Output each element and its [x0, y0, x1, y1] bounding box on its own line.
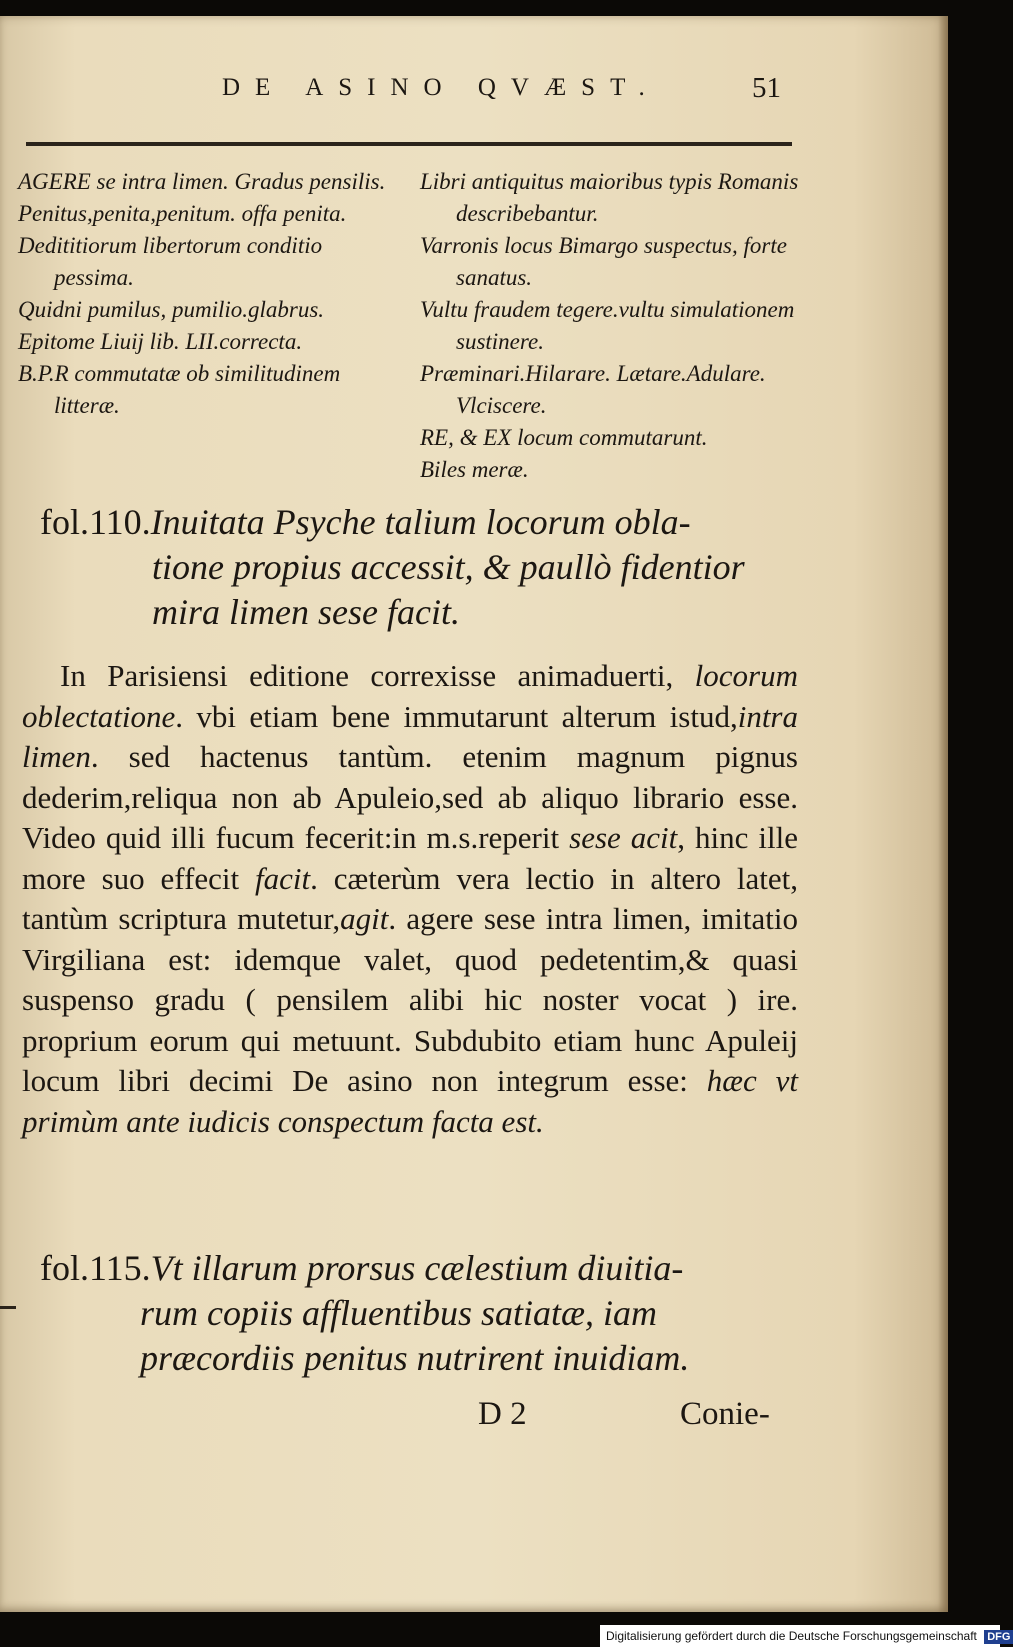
index-entry: Epitome Liuij lib. LII.correcta.: [18, 329, 303, 354]
index-entry: Vultu fraudem tegere.vultu simulationem sustinere.: [420, 297, 795, 354]
commentary-paragraph: [22, 656, 798, 1142]
index-entry: Quidni pumilus, pumilio.glabrus.: [18, 297, 325, 322]
folio-quote-first: Vt illarum prorsus cælestium diuitia-: [150, 1248, 684, 1288]
body-text-run: . cæterùm vera lectio in altero latet, tantùm scriptura mutetur,: [22, 860, 799, 936]
page-edge-shadow: [938, 16, 948, 1612]
margin-mark: [0, 1306, 16, 1309]
body-text-run: . sed hactenus tantùm. etenim magnum pignus dederim,reliqua non ab Apuleio,sed ab aliquo librario esse. Video quid illi fucum fecerit:in m.s.reperit: [22, 739, 798, 855]
folio-quote-rest: rum copiis affluentibus satiatæ, iam præcordiis penitus nutrirent inuidiam.: [140, 1293, 690, 1378]
index-entry: RE, & EX locum commutarunt.: [420, 425, 708, 450]
body-italic-run: intra limen: [22, 698, 798, 774]
head-rule: [26, 142, 792, 146]
body-text-run: . vbi etiam bene immutarunt alterum istud,: [175, 698, 738, 734]
body-text-run: . agere sese intra limen, imitatio Virgiliana est: idemque valet, quod pedetentim,& quasi suspenso gradu ( pensilem alibi hic noster vocat ) ire. proprium eorum qui metuunt. Subdubito etiam hunc Apuleij locum libri decimi De asino non integrum esse:: [22, 901, 798, 1098]
book-page: [0, 16, 948, 1612]
credit-text: Digitalisierung gefördert durch die Deutsche Forschungsgemeinschaft: [606, 1629, 977, 1643]
dfg-logo: DFG: [984, 1630, 1013, 1644]
index-entry: Libri antiquitus maioribus typis Romanis describebantur.: [420, 169, 799, 226]
index-entry: Penitus,penita,penitum. offa penita.: [18, 201, 347, 226]
body-italic-run: locorum oblectatione: [22, 658, 798, 734]
body-text-run: , hinc ille more suo effecit: [22, 820, 798, 896]
index-entry: AGERE se intra limen. Gradus pensilis.: [18, 169, 386, 194]
index-entry: B.P.R commutatæ ob similitudinem litteræ.: [18, 361, 341, 418]
digitization-credit: [600, 1625, 1011, 1647]
signature-mark: D 2: [478, 1396, 527, 1432]
index-entry: Præminari.Hilarare. Lætare.Adulare. Vlciscere.: [420, 361, 766, 418]
commentary-body: [22, 656, 798, 1142]
folio-label: fol.110.: [40, 502, 151, 542]
body-italic-run: facit: [255, 860, 311, 896]
folio-entry-110: [40, 500, 800, 635]
body-italic-run: agit: [340, 901, 389, 936]
folio-quote-first: Inuitata Psyche talium locorum obla-: [150, 502, 691, 542]
folio-entry-115: [40, 1246, 800, 1381]
index-entry: Varronis locus Bimargo suspectus, forte sanatus.: [420, 233, 787, 290]
index-entry: Biles meræ.: [420, 457, 529, 482]
body-text-run: In Parisiensi editione correxisse animaduerti,: [60, 658, 695, 693]
index-entry: Dedititiorum libertorum conditio pessima.: [18, 233, 323, 290]
page-number: 51: [752, 72, 781, 104]
index-column-left: [18, 166, 398, 422]
running-head: DE ASINO QVÆST.: [222, 74, 660, 101]
catchword: Conie-: [680, 1396, 770, 1432]
body-italic-run: hæc vt primùm ante iudicis conspectum facta est.: [22, 1063, 798, 1139]
folio-label: fol.115.: [40, 1248, 151, 1288]
folio-quote-rest: tione propius accessit, & paullò fidentior mira limen sese facit.: [152, 547, 745, 632]
index-column-right: [420, 166, 800, 486]
body-italic-run: sese acit: [569, 820, 678, 855]
